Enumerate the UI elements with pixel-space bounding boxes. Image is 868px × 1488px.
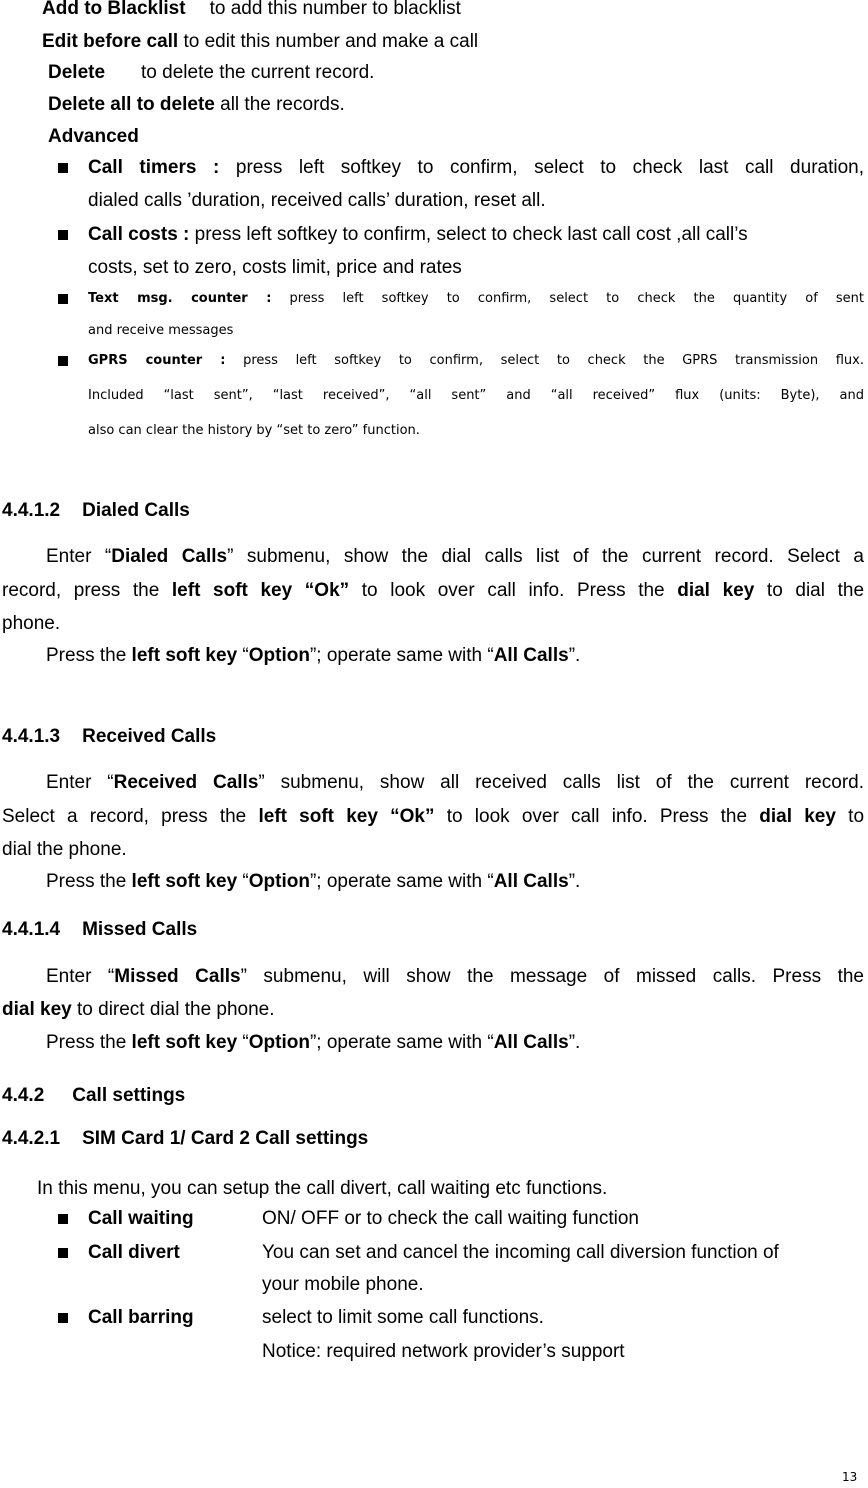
call-waiting-label: Call waiting: [88, 1208, 194, 1229]
bullet-icon: [58, 1214, 68, 1224]
missed-calls-para-line2: dial key to direct dial the phone.: [2, 999, 275, 1020]
bullet-icon: [58, 1313, 68, 1323]
adv-gprs-counter: GPRS counter : press left softkey to confirm, select to check the GPRS transmission flux.: [88, 353, 864, 368]
call-divert-desc-cont: your mobile phone.: [262, 1274, 424, 1295]
received-calls-para-line2: Select a record, press the left soft key “Ok” to look over call info. Press the dial key to: [2, 806, 865, 827]
bullet-icon: [58, 356, 68, 366]
section-heading-4412: 4.4.1.2 Dialed Calls: [2, 500, 190, 521]
dialed-calls-para-line1: Enter “Dialed Calls” submenu, show the dial calls list of the current record. Select a: [46, 546, 864, 567]
bullet-icon: [58, 1248, 68, 1258]
call-divert-desc: You can set and cancel the incoming call diversion function of: [262, 1242, 779, 1263]
missed-calls-option-line: Press the left soft key “Option”; operate same with “All Calls”.: [46, 1032, 581, 1053]
call-settings-intro: In this menu, you can setup the call divert, call waiting etc functions.: [37, 1178, 608, 1199]
adv-text-msg-counter-cont: and receive messages: [88, 323, 234, 338]
received-calls-option-line: Press the left soft key “Option”; operate same with “All Calls”.: [46, 871, 581, 892]
option-delete-all: Delete all to delete all the records.: [48, 94, 345, 115]
option-advanced: Advanced: [48, 126, 139, 147]
dialed-calls-option-line: Press the left soft key “Option”; operate same with “All Calls”.: [46, 645, 581, 666]
option-delete: Delete to delete the current record.: [48, 62, 375, 83]
section-heading-442: 4.4.2 Call settings: [2, 1085, 186, 1106]
call-barring-label: Call barring: [88, 1307, 194, 1328]
dialed-calls-para-line2: record, press the left soft key “Ok” to look over call info. Press the dial key to dial the: [2, 580, 865, 601]
call-waiting-desc: ON/ OFF or to check the call waiting function: [262, 1208, 639, 1229]
section-heading-4414: 4.4.1.4 Missed Calls: [2, 919, 198, 940]
received-calls-para-line3: dial the phone.: [2, 839, 127, 860]
missed-calls-para-line1: Enter “Missed Calls” submenu, will show the message of missed calls. Press the: [46, 966, 864, 987]
call-barring-desc: select to limit some call functions.: [262, 1307, 544, 1328]
call-barring-notice: Notice: required network provider’s support: [262, 1341, 625, 1362]
call-divert-label: Call divert: [88, 1242, 180, 1263]
section-heading-4421: 4.4.2.1 SIM Card 1/ Card 2 Call settings: [2, 1128, 369, 1149]
adv-call-timers: Call timers : press left softkey to confirm, select to check last call duration,: [88, 157, 864, 178]
adv-call-costs-cont: costs, set to zero, costs limit, price and rates: [88, 257, 462, 278]
option-edit-before-call: Edit before call to edit this number and make a call: [42, 31, 479, 52]
adv-gprs-counter-cont: Included “last sent”, “last received”, “all sent” and “all received” flux (units: Byte), and: [88, 388, 864, 403]
adv-call-timers-cont: dialed calls ’duration, received calls’ duration, reset all.: [88, 190, 546, 211]
section-heading-4413: 4.4.1.3 Received Calls: [2, 726, 217, 747]
bullet-icon: [58, 294, 68, 304]
dialed-calls-para-line3: phone.: [2, 613, 61, 634]
adv-gprs-counter-cont2: also can clear the history by “set to zero” function.: [88, 423, 420, 438]
adv-call-costs: Call costs : press left softkey to confirm, select to check last call cost ,all call’s: [88, 224, 748, 245]
received-calls-para-line1: Enter “Received Calls” submenu, show all received calls list of the current record.: [46, 772, 864, 793]
bullet-icon: [58, 163, 68, 173]
bullet-icon: [58, 230, 68, 240]
option-blacklist: Add to Blacklist to add this number to blacklist: [42, 0, 461, 19]
page-number: 13: [842, 1470, 858, 1484]
adv-text-msg-counter: Text msg. counter : press left softkey to confirm, select to check the quantity of sent: [88, 291, 865, 306]
